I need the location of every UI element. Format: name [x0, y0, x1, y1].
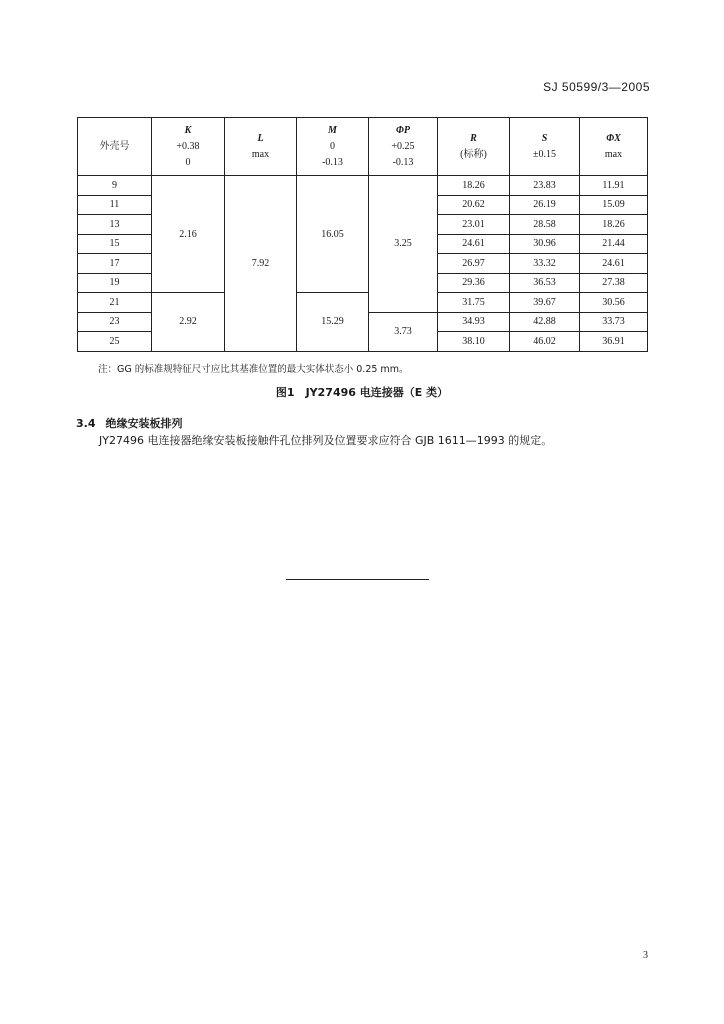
cell-r: 29.36	[438, 273, 510, 293]
cell-x: 33.73	[580, 312, 648, 332]
dimension-table	[77, 117, 648, 352]
cell-s: 39.67	[510, 293, 580, 313]
header-p-symbol: ΦP	[396, 124, 410, 136]
header-p	[369, 118, 438, 176]
header-l-symbol: L	[257, 132, 264, 144]
cell-r: 24.61	[438, 234, 510, 254]
header-k-symbol: K	[184, 124, 192, 136]
cell-m-merged: 15.29	[297, 293, 369, 352]
cell-shell: 19	[78, 273, 152, 293]
cell-shell: 15	[78, 234, 152, 254]
cell-s: 30.96	[510, 234, 580, 254]
header-m-symbol: M	[328, 124, 337, 136]
header-m	[297, 118, 369, 176]
header-l	[225, 118, 297, 176]
cell-r: 23.01	[438, 215, 510, 235]
header-x-note: max	[604, 148, 623, 160]
cell-s: 46.02	[510, 332, 580, 352]
table-note: 注：GG 的标准规特征尺寸应比其基准位置的最大实体状态小 0.25 mm。	[98, 364, 409, 375]
header-m-tol-lower: -0.13	[322, 156, 343, 168]
header-p-tol-lower: -0.13	[392, 156, 414, 168]
header-shell-label: 外壳号	[99, 140, 130, 152]
section-body: JY27496 电连接器绝缘安装板接触件孔位排列及位置要求应符合 GJB 1611—1993 的规定。	[99, 434, 553, 447]
end-rule	[286, 579, 429, 580]
cell-x: 11.91	[580, 176, 648, 196]
cell-r: 26.97	[438, 254, 510, 274]
cell-shell: 25	[78, 332, 152, 352]
cell-shell: 11	[78, 195, 152, 215]
header-k-tol-lower: 0	[185, 156, 191, 168]
cell-k-merged: 2.16	[152, 176, 225, 293]
cell-r: 38.10	[438, 332, 510, 352]
cell-s: 36.53	[510, 273, 580, 293]
document-code: SJ 50599/3—2005	[543, 80, 650, 94]
cell-s: 42.88	[510, 312, 580, 332]
section-number: 3.4	[76, 417, 96, 430]
cell-r: 20.62	[438, 195, 510, 215]
cell-m-merged: 16.05	[297, 176, 369, 293]
header-x-symbol: ΦX	[606, 132, 621, 144]
cell-s: 26.19	[510, 195, 580, 215]
table-row	[78, 293, 648, 313]
cell-r: 18.26	[438, 176, 510, 196]
header-x	[580, 118, 648, 176]
header-r-symbol: R	[470, 132, 477, 144]
cell-x: 36.91	[580, 332, 648, 352]
cell-x: 24.61	[580, 254, 648, 274]
cell-shell: 13	[78, 215, 152, 235]
cell-x: 21.44	[580, 234, 648, 254]
table-header-row	[78, 118, 648, 176]
cell-r: 34.93	[438, 312, 510, 332]
cell-l-merged: 7.92	[225, 176, 297, 352]
header-s	[510, 118, 580, 176]
cell-p-merged: 3.73	[369, 312, 438, 351]
header-p-tol-upper: +0.25	[391, 140, 415, 152]
header-s-symbol: S	[541, 132, 548, 144]
cell-p-merged: 3.25	[369, 176, 438, 313]
cell-x: 30.56	[580, 293, 648, 313]
header-l-note: max	[251, 148, 270, 160]
cell-x: 27.38	[580, 273, 648, 293]
section-title: 绝缘安装板排列	[105, 417, 183, 430]
header-shell	[78, 118, 152, 176]
cell-s: 28.58	[510, 215, 580, 235]
cell-shell: 21	[78, 293, 152, 313]
header-r	[438, 118, 510, 176]
header-k	[152, 118, 225, 176]
cell-shell: 23	[78, 312, 152, 332]
header-r-note: (标称)	[460, 148, 487, 160]
cell-k-merged: 2.92	[152, 293, 225, 352]
cell-x: 15.09	[580, 195, 648, 215]
section-heading	[76, 415, 183, 431]
cell-shell: 17	[78, 254, 152, 274]
cell-r: 31.75	[438, 293, 510, 313]
cell-s: 33.32	[510, 254, 580, 274]
table-row	[78, 176, 648, 196]
header-k-tol-upper: +0.38	[176, 140, 200, 152]
header-s-note: ±0.15	[533, 148, 556, 160]
cell-shell: 9	[78, 176, 152, 196]
cell-s: 23.83	[510, 176, 580, 196]
cell-x: 18.26	[580, 215, 648, 235]
figure-caption: 图1 JY27496 电连接器（E 类）	[275, 386, 449, 399]
header-m-tol-upper: 0	[330, 140, 335, 152]
page-number: 3	[643, 950, 648, 961]
